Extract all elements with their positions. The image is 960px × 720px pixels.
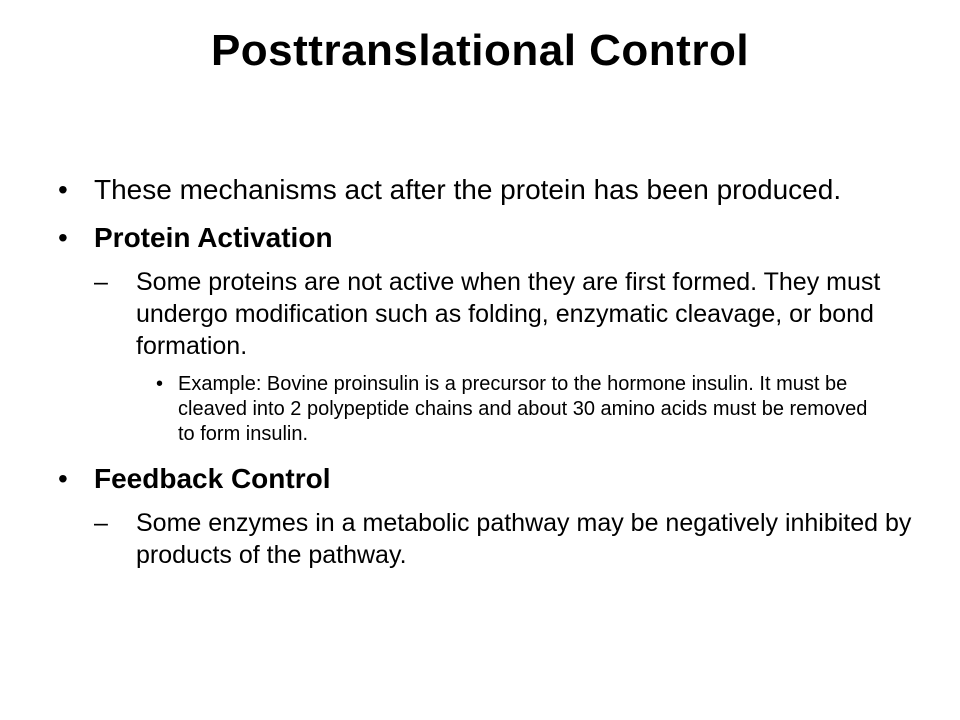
bullet-marker: • [58,463,68,494]
bullet-intro-text: These mechanisms act after the protein has been produced. [94,174,842,205]
bullet-intro [58,172,918,208]
sub-bullet-feedback-detail [58,507,918,571]
bullet-feedback-control [58,461,918,497]
sub-bullet-activation-detail [58,266,918,362]
bullet-marker-small: • [156,373,164,395]
dash-marker: – [94,268,108,296]
bullet-protein-activation [58,220,918,256]
bullet-marker: • [58,222,68,253]
feedback-detail-text: Some enzymes in a metabolic pathway may be negatively inhibited by products of the pathway. [136,509,912,569]
slide-body [58,172,918,581]
slide-title: Posttranslational Control [210,26,750,75]
activation-example-text: Example: Bovine proinsulin is a precursor to the hormone insulin. It must be cleaved into 2 polypeptide chains and about 30 amino acids must be removed to form insulin. [178,373,868,445]
dash-marker: – [94,509,108,537]
activation-detail-text: Some proteins are not active when they are first formed. They must undergo modification such as folding, enzymatic cleavage, or bond formation. [136,268,881,360]
protein-activation-heading: Protein Activation [94,222,333,253]
feedback-control-heading: Feedback Control [94,463,331,494]
bullet-marker: • [58,174,68,205]
sub-sub-bullet-example [58,372,878,447]
